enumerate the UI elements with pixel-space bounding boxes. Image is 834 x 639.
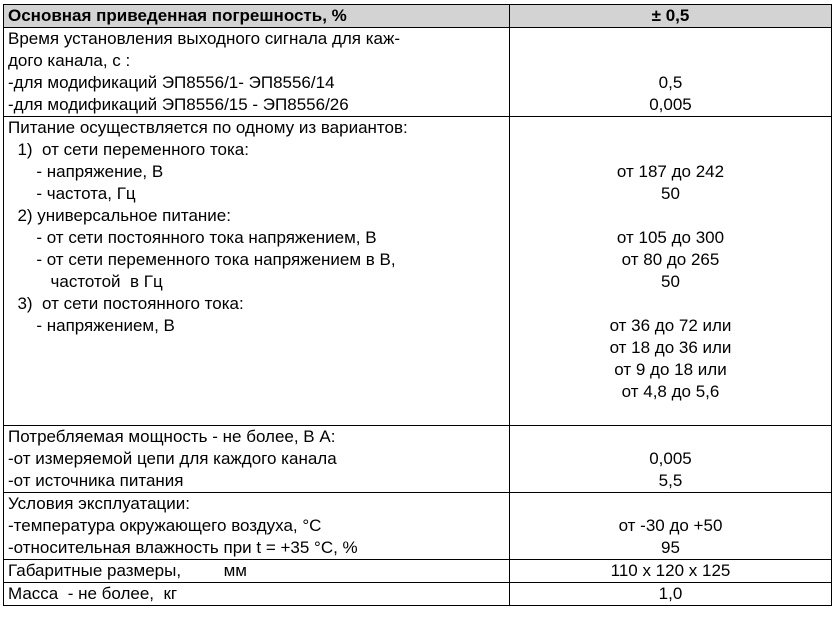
parameter-line: -от источника питания [8,471,184,490]
parameter-line: Габаритные размеры, мм [8,561,247,580]
parameter-line: Время установления выходного сигнала для каж- [8,29,401,48]
parameter-line: Питание осуществляется по одному из вариантов: [8,118,408,137]
value-cell [510,28,832,117]
value-line: от 36 до 72 или [609,316,732,335]
parameter-line: -температура окружающего воздуха, °С [8,516,322,535]
value-line: от -30 до +50 [618,516,723,535]
value-cell [510,560,832,583]
value-line: 0,005 [649,449,692,468]
parameter-cell [4,28,510,117]
table-row [4,583,832,606]
parameter-line: Потребляемая мощность - не более, В А: [8,427,336,446]
value-cell [510,117,832,426]
value-line: 0,5 [658,73,683,92]
parameter-line: - от сети переменного тока напряжением в В, [8,250,396,269]
parameter-line: 3) от сети постоянного тока: [8,294,244,313]
value-line [514,139,827,161]
value-line [514,426,827,448]
parameter-line: -от измеряемой цепи для каждого канала [8,449,337,468]
value-line: 1,0 [658,584,683,603]
table-header-row [4,5,832,28]
parameter-line: 2) универсальное питание: [8,206,231,225]
value-line: от 80 до 265 [621,250,720,269]
value-line [514,293,827,315]
table-row [4,560,832,583]
table-row [4,28,832,117]
parameter-line: дого канала, с : [8,51,131,70]
value-line: от 9 до 18 или [614,360,727,379]
parameter-line: частотой в Гц [8,272,163,291]
table-row [4,117,832,426]
parameter-line [8,381,505,403]
value-line: от 4,8 до 5,6 [621,382,720,401]
value-line: 110 х 120 х 125 [610,561,731,580]
parameter-line [8,359,505,381]
parameter-cell [4,583,510,606]
value-line [514,117,827,139]
parameter-cell [4,117,510,426]
parameter-line: - от сети постоянного тока напряжением, В [8,228,377,247]
value-cell [510,493,832,560]
value-cell [510,583,832,606]
value-line [514,205,827,227]
parameter-line: - частота, Гц [8,184,136,203]
parameter-line: - напряжением, В [8,316,175,335]
value-line: от 105 до 300 [616,228,725,247]
value-line: 0,005 [649,95,692,114]
parameter-line: -для модификаций ЭП8556/1- ЭП8556/14 [8,73,335,92]
value-line: 50 [661,184,680,203]
specifications-table-body [4,5,832,606]
parameter-line: - напряжение, В [8,162,164,181]
value-cell [510,426,832,493]
parameter-line [8,337,505,359]
specifications-table [3,4,832,606]
parameter-line: Основная приведенная погрешность, % [8,6,347,25]
value-line [514,493,827,515]
table-row [4,493,832,560]
parameter-line: -относительная влажность при t = +35 °С, % [8,538,358,557]
parameter-line [8,403,505,425]
parameter-line: 1) от сети переменного тока: [8,140,249,159]
value-line: 95 [661,538,680,557]
parameter-line: Масса - не более, кг [8,584,178,603]
value-line: 50 [661,272,680,291]
value-line: от 187 до 242 [616,162,725,181]
parameter-line: -для модификаций ЭП8556/15 - ЭП8556/26 [8,95,349,114]
table-row [4,426,832,493]
value-line: ± 0,5 [651,6,690,25]
parameter-cell [4,560,510,583]
value-line [514,50,827,72]
parameter-cell [4,493,510,560]
parameter-cell [4,426,510,493]
value-line: 5,5 [658,471,683,490]
value-line: от 18 до 36 или [609,338,732,357]
value-cell [510,5,832,28]
value-line [514,403,827,425]
parameter-cell [4,5,510,28]
parameter-line: Условия эксплуатации: [8,494,191,513]
value-line [514,28,827,50]
